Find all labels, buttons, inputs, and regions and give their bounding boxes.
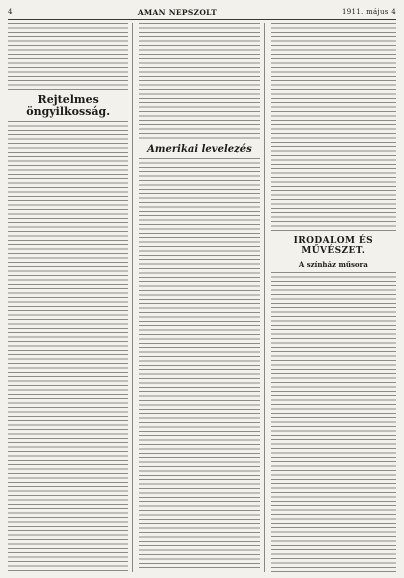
column-3 (271, 23, 396, 572)
paper-title: AMAN NEPSZOLT (137, 7, 217, 17)
headline-block (8, 91, 128, 121)
text-block (139, 23, 259, 141)
header-rule (8, 19, 396, 20)
headline: Rejtelmes öngyilkosság. (26, 93, 111, 119)
text-block (8, 121, 128, 572)
issue-date: 1911. május 4 (342, 8, 396, 16)
headline-block (139, 141, 259, 158)
running-head (8, 6, 396, 18)
headline: Amerikai levelezés (147, 144, 252, 155)
section-heading: IRODALOM ÉS MŰVÉSZET. (293, 236, 373, 256)
column-2 (139, 23, 264, 572)
text-block (139, 158, 259, 568)
page-columns (8, 23, 396, 572)
text-block (8, 23, 128, 91)
section-subheading: A színház műsora (298, 260, 368, 269)
text-block (271, 272, 396, 572)
column-1 (8, 23, 133, 572)
text-block (271, 23, 396, 233)
page-number: 4 (8, 8, 13, 16)
section-heading-block (271, 233, 396, 272)
